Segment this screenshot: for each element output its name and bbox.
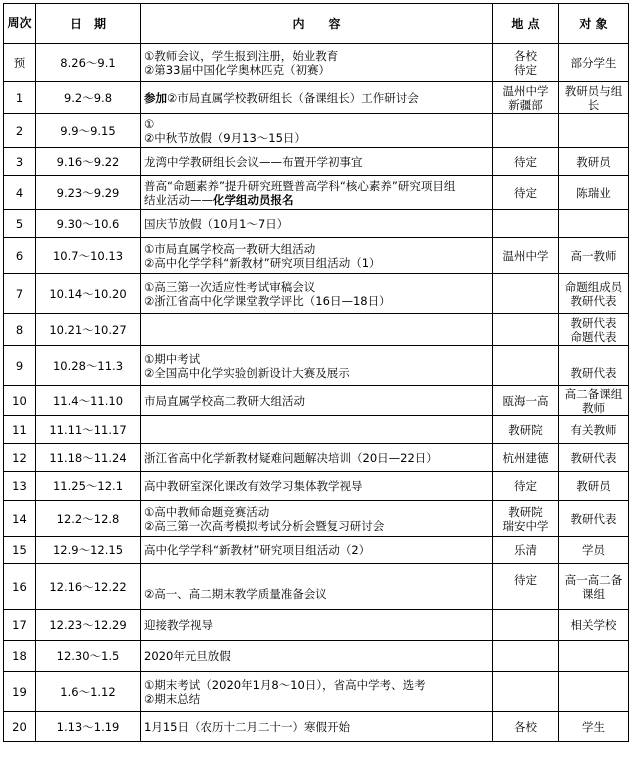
place-cell <box>493 712 559 742</box>
content-line <box>144 519 489 533</box>
week-cell: 14 <box>4 501 36 537</box>
content-line <box>144 179 489 193</box>
week-cell: 11 <box>4 416 36 444</box>
content-line <box>144 366 489 380</box>
target-text: 教研员与组 <box>564 83 623 98</box>
content-text: 1月15日（农历十二月二十一）寒假开始 <box>144 719 350 734</box>
place-text: 各校 <box>514 48 537 63</box>
place-cell <box>493 238 559 274</box>
content-cell <box>141 114 493 148</box>
date-cell: 9.2～9.8 <box>36 82 141 114</box>
content-text: ①期中考试 <box>144 351 201 366</box>
week-cell: 7 <box>4 274 36 314</box>
date-cell: 11.18～11.24 <box>36 444 141 472</box>
place-text: 乐清 <box>514 543 537 557</box>
place-text <box>496 587 555 601</box>
target-text: 教研员 <box>576 154 611 169</box>
content-text: ①市局直属学校高一教研大组活动 <box>144 241 316 256</box>
target-cell <box>559 501 629 537</box>
schedule-container <box>3 3 629 742</box>
content-cell <box>141 82 493 114</box>
target-cell <box>559 610 629 641</box>
content-line <box>144 678 489 692</box>
date-cell: 1.13～1.19 <box>36 712 141 742</box>
week-cell: 预 <box>4 44 36 82</box>
header-place: 地 点 <box>493 4 559 44</box>
content-line <box>144 117 489 131</box>
date-cell: 11.11～11.17 <box>36 416 141 444</box>
header-target: 对 象 <box>559 4 629 44</box>
content-cell <box>141 346 493 386</box>
place-text: 待定 <box>514 154 537 169</box>
content-line <box>144 155 489 169</box>
content-line <box>144 587 489 601</box>
date-cell: 1.6～1.12 <box>36 672 141 712</box>
table-row <box>4 712 629 742</box>
place-cell <box>493 444 559 472</box>
place-text: 教研院 <box>508 422 543 437</box>
content-line <box>144 242 489 256</box>
header-date: 日 期 <box>36 4 141 44</box>
content-emphasis: 化学组动员报名 <box>213 192 294 207</box>
content-text: 2020年元旦放假 <box>144 649 231 663</box>
date-cell: 12.9～12.15 <box>36 537 141 564</box>
content-cell <box>141 564 493 610</box>
content-text: 龙湾中学教研组长会议——布置开学初事宜 <box>144 154 363 169</box>
target-cell <box>559 537 629 564</box>
target-cell <box>559 274 629 314</box>
target-cell <box>559 641 629 672</box>
content-cell <box>141 386 493 416</box>
place-cell <box>493 210 559 238</box>
target-text: 命题组成员 <box>564 279 623 294</box>
week-cell: 17 <box>4 610 36 641</box>
target-text: 学生 <box>582 719 605 734</box>
week-cell: 10 <box>4 386 36 416</box>
week-cell: 6 <box>4 238 36 274</box>
schedule-table <box>3 3 629 742</box>
date-cell: 10.14～10.20 <box>36 274 141 314</box>
week-cell: 20 <box>4 712 36 742</box>
target-text: 教研代表 <box>570 450 617 465</box>
target-text: 教研代表 <box>570 511 617 526</box>
content-text: ②全国高中化学实验创新设计大赛及展示 <box>144 365 350 380</box>
content-text: 迎接教学视导 <box>144 618 213 632</box>
target-text <box>562 352 625 366</box>
place-cell <box>493 386 559 416</box>
table-row <box>4 346 629 386</box>
place-cell <box>493 314 559 346</box>
table-row <box>4 564 629 610</box>
target-text: 相关学校 <box>570 618 617 632</box>
content-line <box>144 479 489 493</box>
target-text: 高一高二备 <box>564 572 623 587</box>
content-cell <box>141 641 493 672</box>
target-text: 陈瑞业 <box>576 185 611 200</box>
place-cell <box>493 82 559 114</box>
target-cell <box>559 672 629 712</box>
date-cell: 10.21～10.27 <box>36 314 141 346</box>
content-cell <box>141 44 493 82</box>
week-cell: 5 <box>4 210 36 238</box>
content-text: 市局直属学校高二教研大组活动 <box>144 393 305 408</box>
date-cell: 12.30～1.5 <box>36 641 141 672</box>
table-row <box>4 176 629 210</box>
date-cell: 11.25～12.1 <box>36 472 141 501</box>
content-text: ②高一、高二期末教学质量准备会议 <box>144 586 327 601</box>
target-cell <box>559 82 629 114</box>
table-row <box>4 210 629 238</box>
table-row <box>4 537 629 564</box>
place-cell <box>493 564 559 610</box>
date-cell: 11.4～11.10 <box>36 386 141 416</box>
date-cell: 8.26～9.1 <box>36 44 141 82</box>
date-cell: 12.2～12.8 <box>36 501 141 537</box>
target-cell <box>559 238 629 274</box>
table-row <box>4 148 629 176</box>
content-cell <box>141 416 493 444</box>
date-cell: 9.9～9.15 <box>36 114 141 148</box>
content-cell <box>141 537 493 564</box>
content-cell <box>141 610 493 641</box>
content-cell <box>141 472 493 501</box>
content-line <box>144 692 489 706</box>
content-line <box>144 543 489 557</box>
target-text: 命题代表 <box>570 329 617 344</box>
date-cell: 9.30～10.6 <box>36 210 141 238</box>
content-cell <box>141 148 493 176</box>
content-text: 高中教研室深化课改有效学习集体教学视导 <box>144 479 363 493</box>
week-cell: 13 <box>4 472 36 501</box>
place-cell <box>493 472 559 501</box>
target-text: 高二备课组 <box>564 386 623 401</box>
header-content: 内 容 <box>141 4 493 44</box>
place-cell <box>493 346 559 386</box>
week-cell: 12 <box>4 444 36 472</box>
target-cell <box>559 314 629 346</box>
content-text: 国庆节放假（10月1～7日） <box>144 216 289 231</box>
date-cell: 12.23～12.29 <box>36 610 141 641</box>
target-text: 教研代表 <box>570 315 617 330</box>
place-text: 新疆部 <box>508 97 543 112</box>
week-cell: 15 <box>4 537 36 564</box>
table-row <box>4 672 629 712</box>
target-text: 教研员 <box>576 479 611 493</box>
place-cell <box>493 672 559 712</box>
week-cell: 16 <box>4 564 36 610</box>
place-cell <box>493 610 559 641</box>
content-line <box>144 573 489 587</box>
place-text: 瑞安中学 <box>502 518 549 533</box>
content-line <box>144 294 489 308</box>
table-row <box>4 610 629 641</box>
target-text: 教师 <box>582 400 605 415</box>
week-cell: 2 <box>4 114 36 148</box>
content-line <box>144 720 489 734</box>
week-cell: 1 <box>4 82 36 114</box>
place-text: 待定 <box>514 185 537 200</box>
target-text: 教研代表 <box>570 293 617 308</box>
place-text: 温州中学 <box>502 248 549 263</box>
target-cell <box>559 346 629 386</box>
content-text: ① <box>144 116 155 131</box>
date-cell: 9.16～9.22 <box>36 148 141 176</box>
target-cell <box>559 472 629 501</box>
target-cell <box>559 176 629 210</box>
content-cell <box>141 210 493 238</box>
place-text: 待定 <box>514 479 537 493</box>
week-cell: 18 <box>4 641 36 672</box>
date-cell: 12.16～12.22 <box>36 564 141 610</box>
content-line <box>144 280 489 294</box>
content-text: ②高中化学学科“新教材”研究项目组活动（1） <box>144 255 381 270</box>
content-text: ②期末总结 <box>144 691 201 706</box>
target-cell <box>559 386 629 416</box>
content-cell <box>141 314 493 346</box>
target-text: 学员 <box>582 543 605 557</box>
target-cell <box>559 712 629 742</box>
week-cell: 9 <box>4 346 36 386</box>
content-text: ①高三第一次适应性考试审稿会议 <box>144 279 316 294</box>
table-row <box>4 386 629 416</box>
table-row <box>4 82 629 114</box>
place-cell <box>493 416 559 444</box>
place-text: 待定 <box>514 62 537 77</box>
table-row <box>4 444 629 472</box>
content-cell <box>141 444 493 472</box>
target-cell <box>559 210 629 238</box>
content-line <box>144 49 489 63</box>
content-line <box>144 352 489 366</box>
target-cell <box>559 444 629 472</box>
schedule-body <box>4 44 629 742</box>
target-text: 部分学生 <box>570 55 617 70</box>
content-text: 结业活动—— <box>144 192 213 207</box>
table-row <box>4 641 629 672</box>
content-line <box>144 649 489 663</box>
content-line <box>144 618 489 632</box>
content-text: ①期末考试（2020年1月8～10日），省高中学考、选考 <box>144 677 426 692</box>
table-row <box>4 472 629 501</box>
content-emphasis: 参加 <box>144 90 167 105</box>
header-row <box>4 4 629 44</box>
content-text: ②中秋节放假（9月13～15日） <box>144 130 306 145</box>
content-cell <box>141 712 493 742</box>
target-text: 有关教师 <box>570 422 617 437</box>
target-cell <box>559 564 629 610</box>
content-line <box>144 193 489 207</box>
header-week: 周次 <box>4 4 36 44</box>
place-text: 各校 <box>514 719 537 734</box>
place-cell <box>493 641 559 672</box>
target-text: 高一教师 <box>570 248 617 263</box>
place-cell <box>493 537 559 564</box>
content-line <box>144 505 489 519</box>
content-cell <box>141 672 493 712</box>
week-cell: 3 <box>4 148 36 176</box>
table-row <box>4 274 629 314</box>
week-cell: 19 <box>4 672 36 712</box>
date-cell: 9.23～9.29 <box>36 176 141 210</box>
content-line <box>144 217 489 231</box>
table-row <box>4 238 629 274</box>
target-text: 长 <box>587 97 600 112</box>
table-row <box>4 314 629 346</box>
target-cell <box>559 416 629 444</box>
content-line <box>144 63 489 77</box>
target-cell <box>559 148 629 176</box>
content-line <box>144 451 489 465</box>
table-row <box>4 44 629 82</box>
content-line <box>144 91 489 105</box>
content-text: ②浙江省高中化学课堂教学评比（16日—18日） <box>144 293 391 308</box>
week-cell: 4 <box>4 176 36 210</box>
target-cell <box>559 114 629 148</box>
table-row <box>4 501 629 537</box>
content-text: ①教师会议，学生报到注册，始业教育 <box>144 48 339 63</box>
content-cell <box>141 501 493 537</box>
content-text: 浙江省高中化学新教材疑难问题解决培训（20日—22日） <box>144 450 438 465</box>
target-text: 课组 <box>582 586 605 601</box>
content-line <box>144 131 489 145</box>
place-text: 温州中学 <box>502 83 549 98</box>
content-cell <box>141 176 493 210</box>
date-cell: 10.28～11.3 <box>36 346 141 386</box>
content-text: ①高中教师命题竞赛活动 <box>144 504 270 519</box>
content-text: 普高“命题素养”提升研究班暨普高学科“核心素养”研究项目组 <box>144 178 456 193</box>
place-text: 瓯海一高 <box>502 393 549 408</box>
place-cell <box>493 44 559 82</box>
table-row <box>4 416 629 444</box>
place-text: 教研院 <box>508 504 543 519</box>
content-line <box>144 256 489 270</box>
place-text: 待定 <box>514 572 537 587</box>
content-text: ②市局直属学校教研组长（备课组长）工作研讨会 <box>167 90 419 105</box>
target-cell <box>559 44 629 82</box>
content-cell <box>141 238 493 274</box>
content-text: ②第33届中国化学奥林匹克（初赛） <box>144 62 330 77</box>
place-cell <box>493 148 559 176</box>
place-cell <box>493 114 559 148</box>
week-cell: 8 <box>4 314 36 346</box>
table-row <box>4 114 629 148</box>
content-text: 高中化学学科“新教材”研究项目组活动（2） <box>144 543 371 557</box>
place-text: 杭州建德 <box>502 450 549 465</box>
content-text: ②高三第一次高考模拟考试分析会暨复习研讨会 <box>144 518 385 533</box>
place-cell <box>493 274 559 314</box>
place-cell <box>493 176 559 210</box>
target-text: 教研代表 <box>570 365 617 380</box>
place-cell <box>493 501 559 537</box>
date-cell: 10.7～10.13 <box>36 238 141 274</box>
content-cell <box>141 274 493 314</box>
content-line <box>144 394 489 408</box>
